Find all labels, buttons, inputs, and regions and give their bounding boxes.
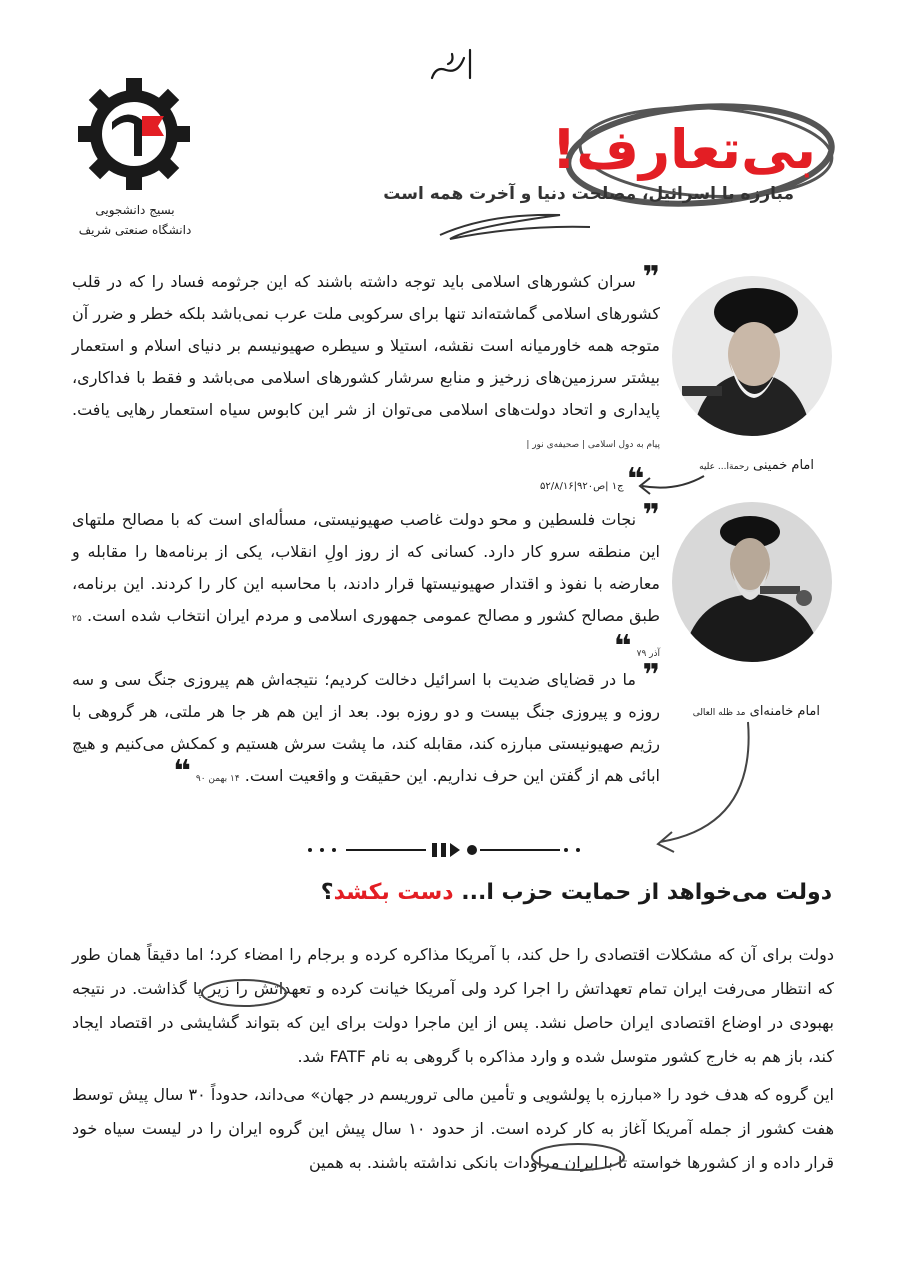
underline-scribble [430, 205, 600, 245]
quote-open-icon: ❞ [642, 658, 661, 693]
quote-source: ۱۴ بهمن ۹۰ [195, 774, 240, 784]
quote-khamenei-2 [72, 658, 661, 795]
quote-khomeini [72, 260, 660, 461]
page-title: بی‌تعارف! [551, 118, 816, 181]
heading-highlight: دست بکشد [333, 880, 454, 905]
portrait-khomeini [672, 276, 832, 436]
portrait-name: امام خامنه‌ای [749, 704, 820, 719]
portrait-honorific: مد ظله العالی [692, 708, 746, 718]
quote-source: پیام به دول اسلامی | صحیفه‌ی نور | [526, 440, 660, 450]
page-subtitle: مبارزه با اسرائیل، مصلحت دنیا و آخرت همه است [383, 184, 794, 204]
quote-khamenei-1 [72, 498, 661, 670]
quote-text: نجات فلسطین و محو دولت غاصب صهیونیستی، مسأله‌ای است که با مصالح ملتهای این منطقه سرو کار دارد. کسانی که از روز اولِ انقلاب، یکی از برنامه‌ها را مقابله و معارضه با نفوذ و اقتدار صهیونیستها قرار دادند، با محاسبه این کار را کردند. این برنامه، طبق مصالح کشور و مصالح عمومی جمهوری اسلامی و مردم ایران انتخاب شده است. [72, 510, 660, 625]
quote-text: سران کشورهای اسلامی باید توجه داشته باشند که این جرثومه فساد را که در قلب کشورهای اسلامی گماشته‌اند تنها برای سرکوبی ملت عرب نمی‌باشد بلکه خطر و ضرر آن متوجه همه خاورمیانه است نقشه، استیلا و سیطره صهیونیسم بر دنیای اسلام و استعمار بیشتر سرزمین‌های زرخیز و منابع سرشار کشورهای اسلامی می‌باشد و فقط با فداکاری، پایداری و اتحاد دولت‌های اسلامی می‌توان از شر این کابوس سیاه استعمار رهایی یافت. [72, 272, 660, 419]
source-ref: ج۱ |ص۹۲۰|۵۲/۸/۱۶ [540, 481, 624, 492]
circle-annotation [198, 976, 290, 1010]
organization-name [60, 200, 210, 240]
portrait-honorific: رحمة‌ا... علیه [699, 462, 749, 472]
series-calligraphy-logo [418, 40, 478, 90]
quote-source: ۲۵ آذر ۷۹ [72, 614, 660, 659]
quote-close-icon: ❝ [613, 629, 632, 664]
portrait-caption-khomeini [699, 458, 814, 473]
org-line-1: بسیج دانشجویی [95, 203, 175, 217]
org-line-2: دانشگاه صنعتی شریف [78, 223, 192, 237]
heading-end: ؟ [320, 880, 334, 905]
basij-logo [78, 78, 190, 190]
quote-open-icon: ❞ [642, 498, 661, 533]
article-body [72, 938, 834, 1184]
quote-text: ما در قضایای ضدیت با اسرائیل دخالت کردیم؛ نتیجه‌اش هم پیروزی جنگ سی و سه روزه و پیروزی جنگ بیست و دو روزه بود. بعد از این هم هر جا هر ملتی، هر گروهی با رژیم صهیونیستی مبارزه کند، مقابله کند، ما پشت سرش هستیم و کمکش می‌کنیم و هیچ ابائی هم از گفتن این حرف نداریم. این حقیقت و واقعیت است. [72, 670, 660, 785]
circle-annotation [528, 1140, 628, 1174]
article-paragraph: دولت برای آن که مشکلات اقتصادی را حل کند، با آمریکا مذاکره کرده و برجام را امضاء کرد؛ اما دقیقاً همان طور که انتظار می‌رفت ایران تمام تعهداتش را اجرا کرد ولی آمریکا خیانت کرده و تعهداتش را زیر پا گذاشت. در نتیجه بهبودی در اوضاع اقتصادی ایران حاصل نشد. پس از این ماجرا دولت برای این که بتواند گشایشی در اقتصاد ایجاد کند، باز هم به خارج کشور متوسل شده و وارد مذاکره با گروهی به نام FATF شد. [72, 945, 834, 1066]
portrait-khamenei [672, 502, 832, 662]
quote-close-icon: ❝ [626, 462, 645, 497]
quote-source-detail [540, 462, 645, 497]
quote-open-icon: ❞ [642, 260, 660, 295]
section-divider [300, 840, 590, 860]
article-paragraph: این گروه که هدف خود را «مبارزه با پولشویی و تأمین مالی تروریسم در جهان» می‌داند، حدوداً ۳۰ سال پیش توسط هفت کشور از جمله آمریکا آغاز به کار کرده است. از حدود ۱۰ سال پیش این گروه ایران را در لیست سیاه خود قرار داده و از کشورها خواسته تا با ایران مراودات بانکی نداشته باشند. به همین [72, 1085, 835, 1172]
heading-part-1: دولت می‌خواهد از حمایت حزب ا... [461, 880, 832, 905]
portrait-name: امام خمینی [753, 458, 814, 473]
quote-close-icon: ❝ [173, 754, 191, 789]
article-heading [321, 880, 832, 905]
arrow-icon [636, 470, 706, 496]
curved-arrow-icon [640, 716, 760, 856]
